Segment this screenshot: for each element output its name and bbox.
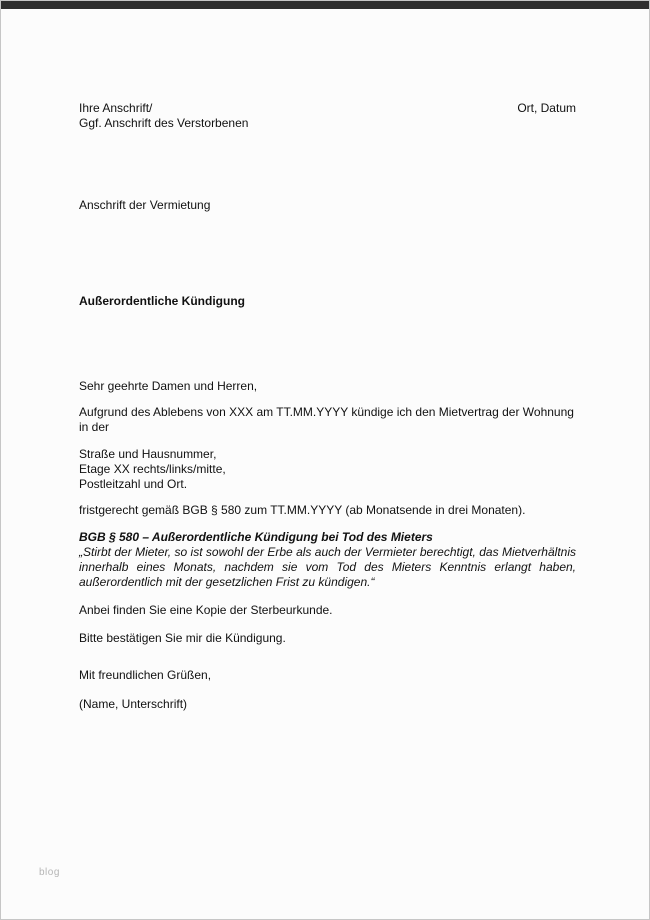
letter-header [79, 101, 576, 131]
property-address-line-2: Etage XX rechts/links/mitte, [79, 462, 226, 476]
subject-line: Außerordentliche Kündigung [79, 294, 245, 308]
paragraph-deadline: fristgerecht gemäß BGB § 580 zum TT.MM.YYYY (ab Monatsende in drei Monaten). [79, 503, 526, 517]
law-citation-block [79, 530, 576, 590]
place-date: Ort, Datum [517, 101, 576, 115]
closing-line: Mit freundlichen Grüßen, [79, 668, 212, 682]
property-address-line-3: Postleitzahl und Ort. [79, 477, 188, 491]
top-border-bar [1, 1, 649, 9]
law-quote: „Stirbt der Mieter, so ist sowohl der Erbe als auch der Vermieter berechtigt, das Mietverhältnis innerhalb eines Monats, nachdem sie vom Tod des Mieters Kenntnis erlangt haben, außerordentlich mit der gesetzlichen Frist zu kündigen.“ [79, 545, 576, 589]
paragraph-intro: Aufgrund des Ablebens von XXX am TT.MM.YYYY kündige ich den Mietvertrag der Wohnung in der [79, 405, 574, 434]
paragraph-attachment: Anbei finden Sie eine Kopie der Sterbeurkunde. [79, 603, 333, 617]
signature-placeholder: (Name, Unterschrift) [79, 697, 188, 711]
sender-line-1: Ihre Anschrift/ [79, 101, 153, 115]
watermark-text: blog [39, 867, 60, 878]
salutation: Sehr geehrte Damen und Herren, [79, 379, 258, 393]
sender-line-2: Ggf. Anschrift des Verstorbenen [79, 116, 249, 130]
property-address-block [79, 447, 576, 492]
law-heading: BGB § 580 – Außerordentliche Kündigung bei Tod des Mieters [79, 530, 433, 544]
sender-address-block [79, 101, 248, 131]
property-address-line-1: Straße und Hausnummer, [79, 447, 217, 461]
paragraph-confirm: Bitte bestätigen Sie mir die Kündigung. [79, 631, 286, 645]
recipient-address: Anschrift der Vermietung [79, 198, 211, 212]
